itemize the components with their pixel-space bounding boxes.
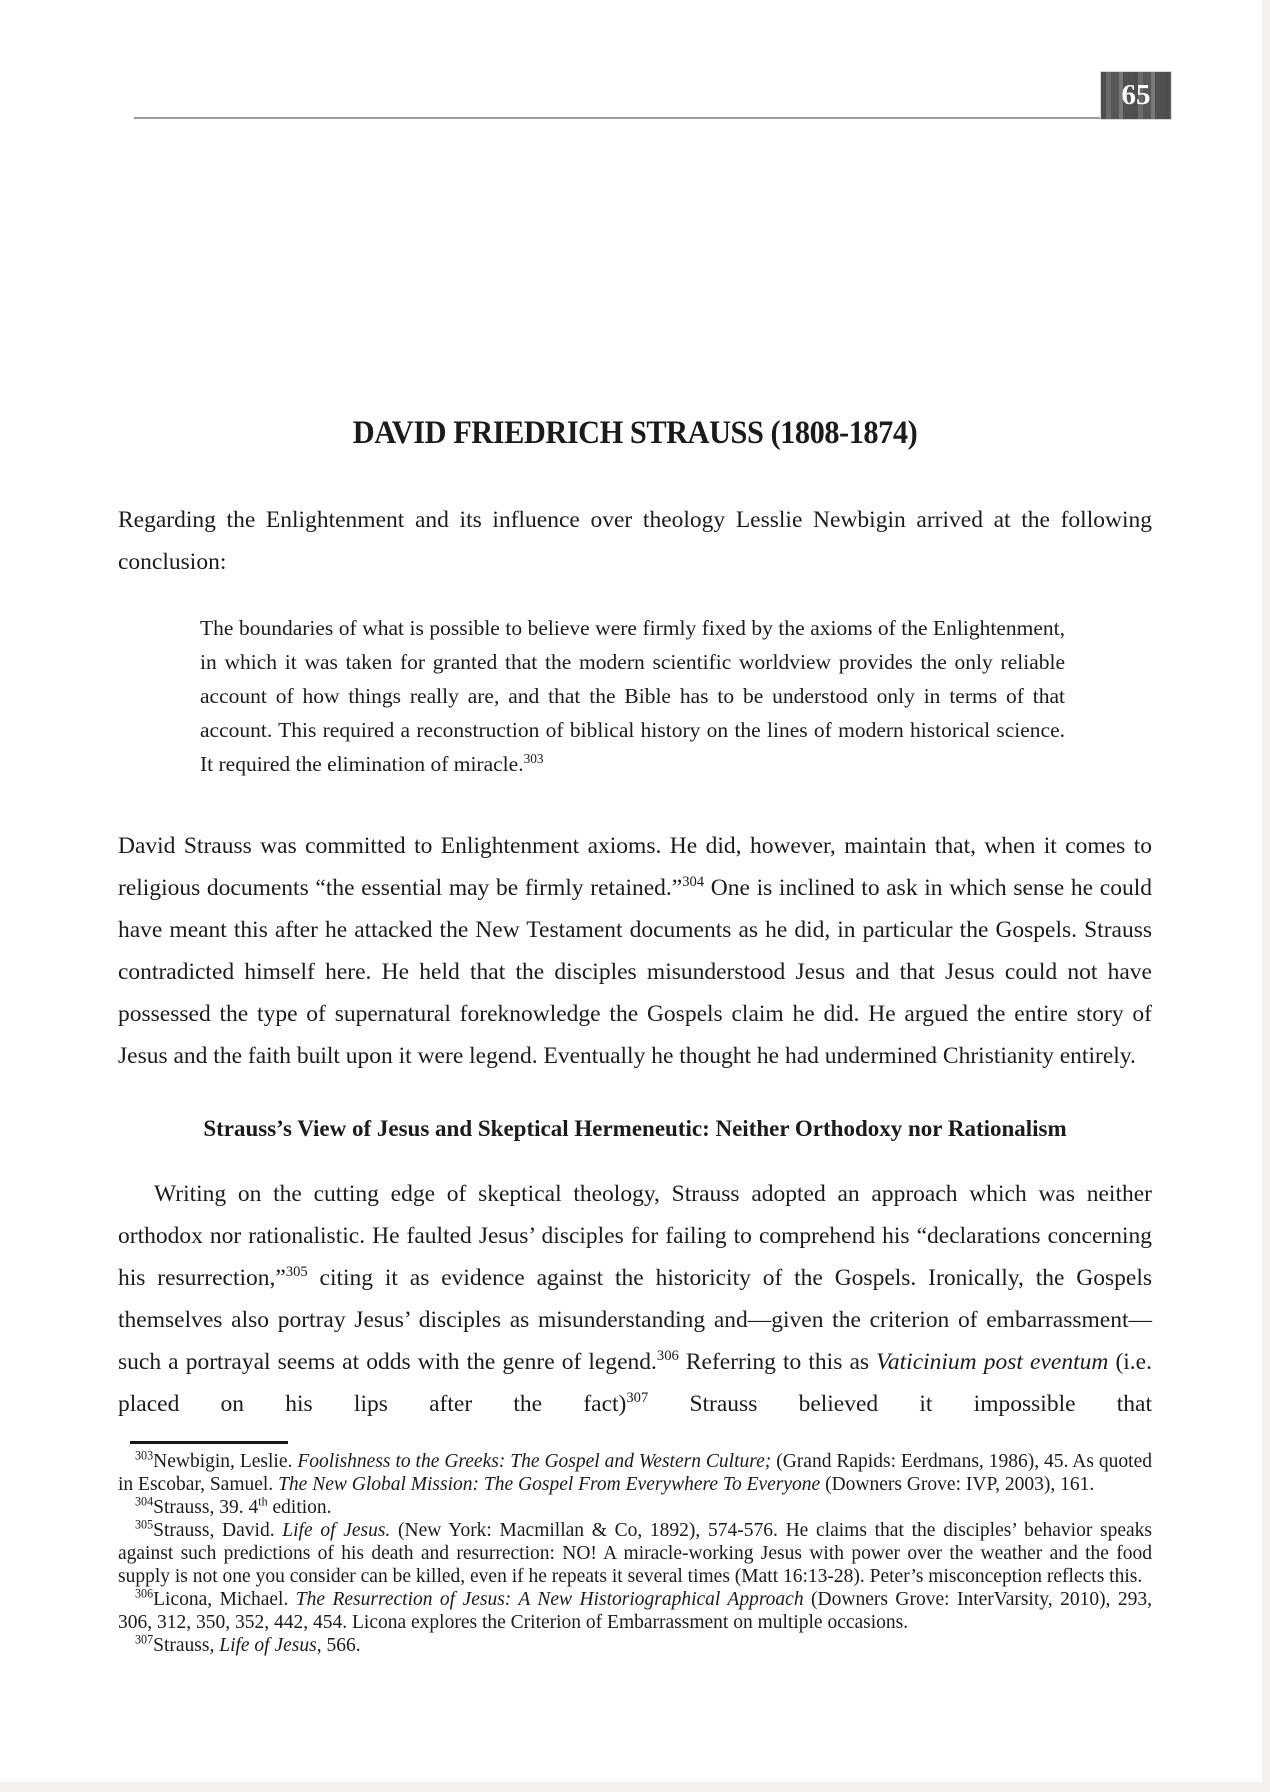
page-content [118,0,1152,1657]
paragraph-strauss-axioms: David Strauss was committed to Enlightenment axioms. He did, however, maintain that, when it comes to religious documents “the essential may be firmly retained.”$^{304}$ One is inclined to ask in which sense he could have meant this after he attacked the New Testament documents as he did, in particular the Gospels. Strauss contradicted himself here. He held that the disciples misunderstood Jesus and that Jesus could not have possessed the type of supernatural foreknowledge the Gospels claim he did. He argued the entire story of Jesus and the faith built upon it were legend. Eventually he thought he had undermined Christianity entirely. [118,833,1152,1069]
paragraph-skeptical-hermeneutic: Writing on the cutting edge of skeptical theology, Strauss adopted an approach which was neither orthodox nor rationalistic. He faulted Jesus’ disciples for failing to comprehend his “declarations concerning his resurrection,”$^{305}$ citing it as evidence against the historicity of the Gospels. Ironically, the Gospels themselves also portray Jesus’ disciples as misunderstanding and—given the criterion of embarrassment—such a portrayal seems at odds with the genre of legend.$^{306}$ Referring to this as Vaticinium post eventum (i.e. placed on his lips after the fact)$^{307}$ Strauss believed it impossible that [118,1181,1153,1417]
section-heading: Strauss’s View of Jesus and Skeptical Hermeneutic: Neither Orthodoxy nor Rationalism [203,1116,1067,1141]
page-title: DAVID FRIEDRICH STRAUSS (1808-1874) [352,415,918,451]
footnote-separator [130,1441,288,1444]
footnote-306: $^{306}$Licona, Michael. The Resurrection of Jesus: A New Historiographical Approach (Downers Grove: InterVarsity, 2010), 293, 306, 312, 350, 352, 442, 454. Licona explores the Criterion of Embarrassment on multiple occasions. [118,1586,1153,1633]
newbigin-blockquote: The boundaries of what is possible to believe were firmly fixed by the axioms of the Enlightenment, in which it was taken for granted that the modern scientific worldview provides the only reliable account of how things really are, and that the Bible has to be understood only in terms of that account. This required a reconstruction of biblical history on the lines of modern historical science. It required the elimination of miracle.$^{303}$ [200,616,1065,776]
page-number: 65 [1121,79,1151,111]
footnote-304: $^{304}$Strauss, 39. 4th edition. [135,1494,332,1518]
footnote-307: $^{307}$Strauss, Life of Jesus, 566. [135,1632,361,1656]
page-edge-bottom [0,1782,1270,1792]
footnotes [118,1450,1152,1657]
footnote-303: $^{303}$Newbigin, Leslie. Foolishness to the Greeks: The Gospel and Western Culture; (Grand Rapids: Eerdmans, 1986), 45. As quoted in Escobar, Samuel. The New Global Mission: The Gospel From Everywhere To Everyone (Downers Grove: IVP, 2003), 161. [118,1448,1152,1495]
page-edge-right [1262,0,1270,1792]
footnote-305: $^{305}$Strauss, David. Life of Jesus. (New York: Macmillan & Co, 1892), 574-576. He claims that the disciples’ behavior speaks against such predictions of his death and resurrection: NO! A miracle-working Jesus with power over the weather and the food supply is not one you consider can be killed, even if he repeats it several times (Matt 16:13-28). Peter’s misconception reflects this. [118,1517,1152,1587]
intro-paragraph: Regarding the Enlightenment and its influence over theology Lesslie Newbigin arrived at the following conclusion: [118,507,1152,575]
